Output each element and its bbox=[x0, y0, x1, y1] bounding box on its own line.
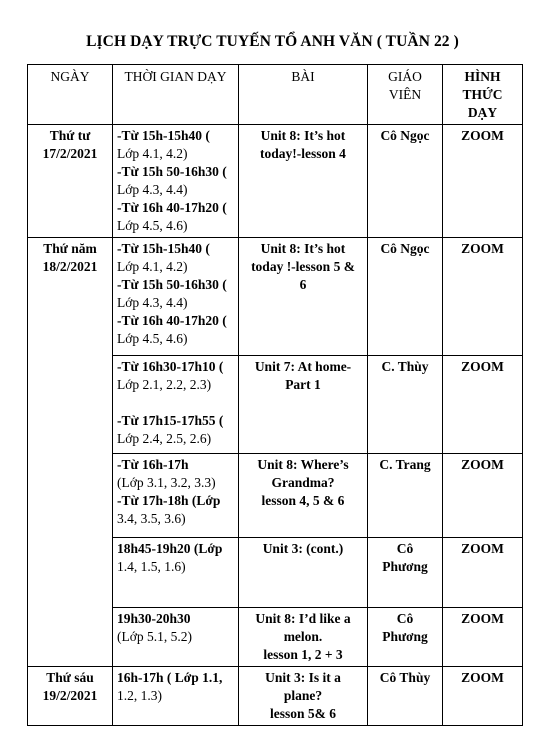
lesson-line: Unit 8: I’d like a bbox=[255, 611, 351, 626]
lesson-line: Part 1 bbox=[285, 377, 321, 392]
teacher-cell bbox=[368, 454, 443, 538]
lesson-cell bbox=[239, 356, 368, 454]
lesson-line: Unit 3: (cont.) bbox=[262, 541, 344, 556]
time-line: -Từ 15h 50-16h30 ( bbox=[117, 164, 227, 179]
form-cell bbox=[443, 454, 523, 538]
lesson-line: today !-lesson 5 & bbox=[251, 259, 355, 274]
time-line: -Từ 15h 50-16h30 ( bbox=[117, 277, 227, 292]
form-label: ZOOM bbox=[461, 241, 504, 256]
time-cell bbox=[113, 125, 239, 238]
header-form: HÌNH THỨC DẠY bbox=[443, 65, 523, 125]
time-line: 1.4, 1.5, 1.6) bbox=[117, 559, 186, 574]
teacher-name: C. Thùy bbox=[381, 359, 429, 374]
lesson-line: lesson 4, 5 & 6 bbox=[261, 493, 345, 508]
lesson-line: Unit 8: Where’s bbox=[257, 457, 349, 472]
header-lesson: BÀI bbox=[239, 65, 368, 125]
teacher-name: Cô bbox=[396, 611, 414, 626]
table-row bbox=[28, 238, 523, 356]
form-cell bbox=[443, 538, 523, 608]
time-cell bbox=[113, 238, 239, 356]
lesson-line: Unit 8: It’s hot bbox=[260, 241, 346, 256]
day-label: Thứ sáu bbox=[46, 670, 94, 685]
table-row bbox=[28, 667, 523, 726]
time-line: -Từ 16h-17h bbox=[117, 457, 189, 472]
time-line: 16h-17h ( Lớp 1.1, bbox=[117, 670, 223, 685]
schedule-table bbox=[27, 64, 523, 726]
teacher-name: C. Trang bbox=[379, 457, 431, 472]
time-line: -Từ 15h-15h40 ( bbox=[117, 241, 210, 256]
time-line: (Lớp 3.1, 3.2, 3.3) bbox=[117, 475, 216, 490]
form-label: ZOOM bbox=[461, 457, 504, 472]
form-cell bbox=[443, 608, 523, 667]
lesson-line: today!-lesson 4 bbox=[260, 146, 346, 161]
day-label: 19/2/2021 bbox=[42, 688, 98, 703]
teacher-name: Cô Ngọc bbox=[380, 241, 430, 256]
teacher-name: Phương bbox=[382, 559, 428, 574]
time-line: -Từ 16h30-17h10 ( bbox=[117, 359, 224, 374]
day-cell bbox=[28, 238, 113, 667]
teacher-name: Cô Ngọc bbox=[380, 128, 430, 143]
teacher-cell bbox=[368, 356, 443, 454]
header-row bbox=[28, 65, 523, 125]
lesson-line: melon. bbox=[283, 629, 323, 644]
time-line: 18h45-19h20 (Lớp bbox=[117, 541, 223, 556]
form-label: ZOOM bbox=[461, 359, 504, 374]
teacher-cell bbox=[368, 538, 443, 608]
lesson-line: Grandma? bbox=[271, 475, 335, 490]
time-line: -Từ 16h 40-17h20 ( bbox=[117, 313, 227, 328]
lesson-line: Unit 8: It’s hot bbox=[260, 128, 346, 143]
time-line: Lớp 2.4, 2.5, 2.6) bbox=[117, 431, 212, 446]
time-line: 3.4, 3.5, 3.6) bbox=[117, 511, 186, 526]
time-line bbox=[117, 394, 234, 412]
teacher-cell bbox=[368, 608, 443, 667]
time-line: Lớp 4.5, 4.6) bbox=[117, 218, 188, 233]
header-teacher: GIÁO VIÊN bbox=[368, 65, 443, 125]
lesson-cell bbox=[239, 238, 368, 356]
teacher-name: Cô Thùy bbox=[379, 670, 431, 685]
teacher-name: Phương bbox=[382, 629, 428, 644]
teacher-cell bbox=[368, 238, 443, 356]
lesson-cell bbox=[239, 608, 368, 667]
time-cell bbox=[113, 667, 239, 726]
form-label: ZOOM bbox=[461, 611, 504, 626]
lesson-line: Unit 7: At home- bbox=[254, 359, 352, 374]
day-label: Thứ năm bbox=[43, 241, 97, 256]
lesson-cell bbox=[239, 538, 368, 608]
form-cell bbox=[443, 125, 523, 238]
form-label: ZOOM bbox=[461, 670, 504, 685]
day-cell bbox=[28, 125, 113, 238]
day-cell bbox=[28, 667, 113, 726]
time-line: (Lớp 5.1, 5.2) bbox=[117, 629, 193, 644]
time-cell bbox=[113, 356, 239, 454]
time-line: Lớp 4.3, 4.4) bbox=[117, 295, 188, 310]
header-time: THỜI GIAN DẠY bbox=[113, 65, 239, 125]
teacher-cell bbox=[368, 667, 443, 726]
time-line: -Từ 15h-15h40 ( bbox=[117, 128, 210, 143]
time-line: Lớp 4.3, 4.4) bbox=[117, 182, 188, 197]
form-label: ZOOM bbox=[461, 541, 504, 556]
time-cell bbox=[113, 454, 239, 538]
time-line: -Từ 17h-18h (Lớp bbox=[117, 493, 221, 508]
lesson-cell bbox=[239, 667, 368, 726]
time-line: 1.2, 1.3) bbox=[117, 688, 162, 703]
table-row bbox=[28, 125, 523, 238]
time-line: Lớp 4.1, 4.2) bbox=[117, 259, 188, 274]
lesson-cell bbox=[239, 125, 368, 238]
lesson-line: lesson 1, 2 + 3 bbox=[263, 647, 343, 662]
time-line: 19h30-20h30 bbox=[117, 611, 191, 626]
form-cell bbox=[443, 356, 523, 454]
time-line: -Từ 17h15-17h55 ( bbox=[117, 413, 224, 428]
form-cell bbox=[443, 238, 523, 356]
time-line: -Từ 16h 40-17h20 ( bbox=[117, 200, 227, 215]
lesson-line: 6 bbox=[299, 277, 307, 292]
header-day: NGÀY bbox=[28, 65, 113, 125]
form-label: ZOOM bbox=[461, 128, 504, 143]
lesson-line: Unit 3: Is it a bbox=[265, 670, 341, 685]
day-label: 18/2/2021 bbox=[42, 259, 98, 274]
lesson-cell bbox=[239, 454, 368, 538]
time-line: Lớp 4.5, 4.6) bbox=[117, 331, 188, 346]
time-cell bbox=[113, 538, 239, 608]
time-cell bbox=[113, 608, 239, 667]
day-label: 17/2/2021 bbox=[42, 146, 98, 161]
lesson-line: plane? bbox=[283, 688, 323, 703]
form-cell bbox=[443, 667, 523, 726]
day-label: Thứ tư bbox=[49, 128, 91, 143]
teacher-name: Cô bbox=[396, 541, 414, 556]
lesson-line: lesson 5& 6 bbox=[269, 706, 336, 721]
time-line: Lớp 4.1, 4.2) bbox=[117, 146, 188, 161]
teacher-cell bbox=[368, 125, 443, 238]
time-line: Lớp 2.1, 2.2, 2.3) bbox=[117, 377, 212, 392]
page-title: LỊCH DẠY TRỰC TUYẾN TỔ ANH VĂN ( TUẦN 22 ) bbox=[86, 33, 459, 50]
